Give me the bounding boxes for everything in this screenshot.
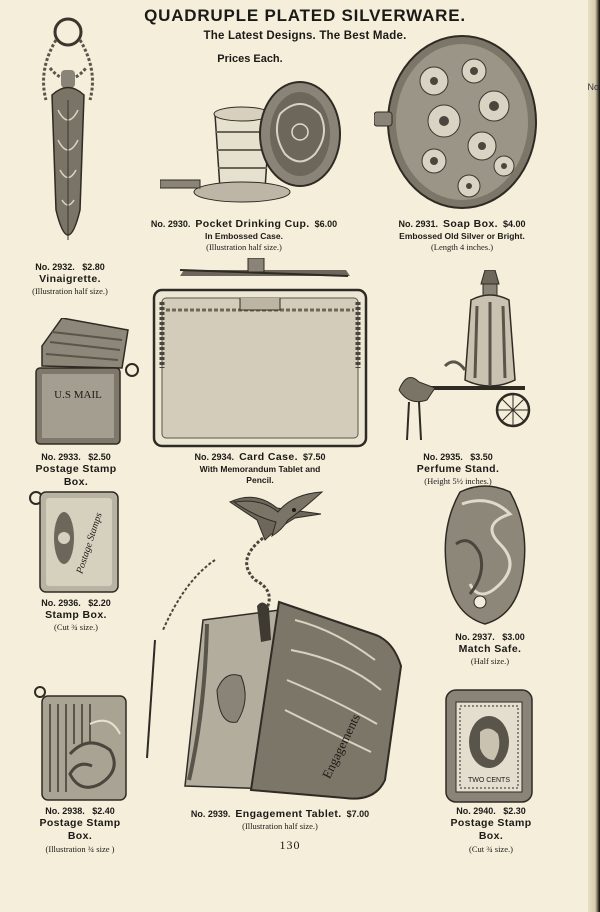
postage-stamp-box-2933-illustration — [32, 318, 142, 448]
item-number: No. 2931. — [398, 219, 438, 229]
item-number: No. 2930. — [150, 219, 191, 229]
item-number: No. 2939. — [190, 809, 231, 819]
item-number: No. 2940. — [456, 806, 496, 816]
item-number: No. 2933. — [41, 452, 81, 462]
item-number: No. 2935. — [423, 452, 463, 462]
item-price: $3.50 — [470, 452, 493, 462]
item-note: (Half size.) — [470, 656, 510, 667]
item-note: (Illustration half size.) — [32, 286, 108, 297]
item-name: Match Safe. — [458, 643, 522, 656]
swallow-ornament-illustration — [232, 490, 324, 538]
caption-2935 — [398, 452, 518, 488]
item-name: Engagement Tablet. — [235, 808, 342, 820]
item-price: $2.80 — [82, 262, 105, 272]
item-price: $4.00 — [502, 219, 526, 229]
item-name: Stamp Box. — [45, 609, 107, 622]
item-price: $7.50 — [302, 452, 326, 462]
us-mail-engraving: U.S MAIL — [54, 389, 102, 401]
item-price: $6.00 — [314, 219, 338, 229]
item-name: Postage Stamp — [35, 463, 117, 476]
item-number: No. 2932. — [35, 262, 75, 272]
prices-note: Prices Each. — [217, 53, 283, 65]
postage-stamp-box-2940-illustration — [444, 688, 534, 804]
soap-box-illustration — [374, 26, 540, 214]
caption-2934 — [170, 451, 350, 487]
page-number: 130 — [279, 838, 301, 852]
item-name: Pocket Drinking Cup. — [195, 218, 310, 230]
page-edge — [588, 0, 600, 912]
item-note: Embossed Old Silver or Bright. — [399, 231, 525, 242]
item-price: $7.00 — [346, 809, 370, 819]
page-title: QUADRUPLE PLATED SILVERWARE. — [144, 6, 466, 25]
caption-2931 — [372, 218, 552, 254]
item-note-2: (Length 4 inches.) — [430, 242, 494, 253]
item-note: (Height 5½ inches.) — [424, 476, 492, 487]
stamp-box-2936-illustration — [28, 488, 122, 596]
item-name: Vinaigrette. — [39, 273, 101, 286]
vinaigrette-illustration — [28, 10, 108, 260]
engagements-engraving: Engagements — [318, 711, 364, 781]
item-note: With Memorandum Tablet and — [199, 464, 321, 475]
item-name-2: Box. — [478, 830, 504, 843]
item-name: Postage Stamp — [39, 817, 121, 830]
item-price: $2.20 — [88, 598, 111, 608]
card-case-illustration — [150, 258, 370, 448]
page-subtitle: The Latest Designs. The Best Made. — [203, 30, 407, 42]
item-note: (Illustration ¾ size ) — [45, 843, 115, 854]
postage-stamp-box-2938-illustration — [30, 684, 130, 804]
item-price: $2.30 — [503, 806, 526, 816]
item-note: In Embossed Case. — [205, 231, 283, 242]
caption-2932 — [12, 262, 128, 298]
match-safe-illustration — [440, 484, 530, 628]
caption-2930 — [128, 218, 360, 254]
item-note: (Cut ¾ size.) — [54, 622, 98, 633]
item-name: Perfume Stand. — [416, 463, 500, 476]
drinking-cup-illustration — [160, 74, 345, 214]
next-page-edge-text: No — [587, 82, 599, 92]
item-note-2: (Illustration half size.) — [206, 242, 282, 253]
item-number: No. 2936. — [41, 598, 81, 608]
item-name: Postage Stamp — [450, 817, 532, 830]
item-price: $2.50 — [88, 452, 111, 462]
item-price: $2.40 — [92, 806, 115, 816]
two-cents-engraving: TWO CENTS — [468, 777, 510, 784]
caption-2936 — [24, 598, 128, 634]
caption-2938 — [22, 806, 138, 855]
item-price: $3.00 — [502, 632, 525, 642]
caption-2940 — [436, 806, 546, 855]
item-name-2: Box. — [67, 830, 93, 843]
caption-2939 — [170, 808, 390, 832]
item-number: No. 2938. — [45, 806, 85, 816]
item-note: (Cut ¾ size.) — [469, 843, 513, 854]
caption-2933 — [22, 452, 130, 490]
item-note: (Illustration half size.) — [242, 821, 318, 832]
item-number: No. 2937. — [455, 632, 495, 642]
item-name: Soap Box. — [443, 218, 498, 230]
item-name: Card Case. — [239, 451, 298, 463]
postage-stamps-engraving: Postage Stamps — [74, 511, 105, 576]
item-number: No. 2934. — [194, 452, 235, 462]
item-note-2: Pencil. — [246, 475, 274, 486]
caption-2937 — [440, 632, 540, 668]
perfume-stand-illustration — [395, 270, 535, 445]
item-name-2: Box. — [63, 476, 89, 489]
